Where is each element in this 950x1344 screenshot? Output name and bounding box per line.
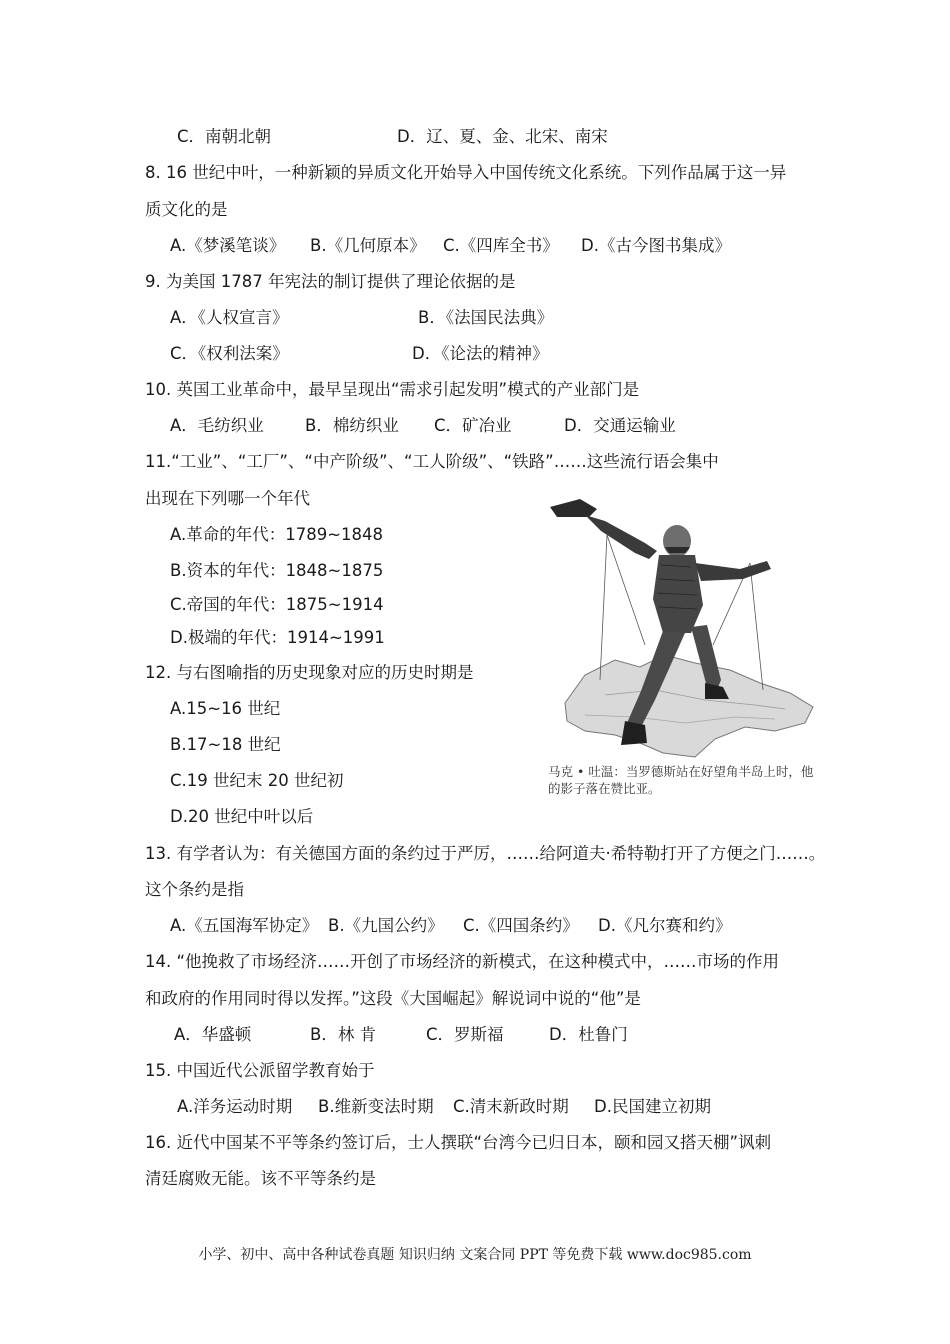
q14-option-b: B．林 肯 [310, 1025, 377, 1044]
rhodes-colossus-cartoon-image [545, 495, 820, 763]
q9-option-d: D．《论法的精神》 [412, 344, 549, 363]
q7-option-c: C．南朝北朝 [177, 127, 272, 146]
q13-option-c: C.《四国条约》 [463, 916, 579, 935]
q13-option-a: A.《五国海军协定》 [170, 916, 319, 935]
q10-option-d: D．交通运输业 [564, 416, 676, 435]
q15-option-d: D.民国建立初期 [594, 1097, 711, 1116]
q7-option-d: D．辽、夏、金、北宋、南宋 [397, 127, 608, 146]
q14-stem-line2: 和政府的作用同时得以发挥。”这段《大国崛起》解说词中说的“他”是 [145, 989, 641, 1008]
q11-stem-line1: 11.“工业”、“工厂”、“中产阶级”、“工人阶级”、“铁路”……这些流行语会集中 [145, 452, 719, 471]
q11-option-c: C.帝国的年代：1875~1914 [170, 595, 384, 614]
q10-option-a: A．毛纺织业 [170, 416, 264, 435]
q8-option-a: A.《梦溪笔谈》 [170, 236, 286, 255]
q8-option-d: D.《古今图书集成》 [581, 236, 731, 255]
q14-option-d: D．杜鲁门 [549, 1025, 628, 1044]
q12-stem: 12. 与右图喻指的历史现象对应的历史时期是 [145, 663, 474, 682]
q10-option-c: C．矿冶业 [434, 416, 512, 435]
q9-stem: 9. 为美国 1787 年宪法的制订提供了理论依据的是 [145, 272, 516, 291]
page-footer: 小学、初中、高中各种试卷真题 知识归纳 文案合同 PPT 等免费下载 www.doc985.com [198, 1247, 752, 1263]
q15-option-b: B.维新变法时期 [318, 1097, 434, 1116]
q12-option-d: D.20 世纪中叶以后 [170, 807, 314, 826]
q15-stem: 15. 中国近代公派留学教育始于 [145, 1061, 375, 1080]
q13-stem-line1: 13. 有学者认为：有关德国方面的条约过于严厉，……给阿道夫·希特勒打开了方便之门……。 [145, 844, 826, 863]
q16-stem-line2: 清廷腐败无能。该不平等条约是 [145, 1169, 376, 1188]
q12-option-a: A.15~16 世纪 [170, 699, 281, 718]
q14-option-a: A．华盛顿 [174, 1025, 252, 1044]
q8-stem-line2: 质文化的是 [145, 200, 228, 219]
q14-option-c: C．罗斯福 [426, 1025, 504, 1044]
q8-option-b: B.《几何原本》 [310, 236, 426, 255]
q11-stem-line2: 出现在下列哪一个年代 [145, 489, 310, 508]
q12-option-c: C.19 世纪末 20 世纪初 [170, 771, 344, 790]
q14-stem-line1: 14. “他挽救了市场经济……开创了市场经济的新模式，在这种模式中，……市场的作用 [145, 952, 780, 971]
q9-option-c: C．《权利法案》 [170, 344, 289, 363]
q10-option-b: B．棉纺织业 [305, 416, 399, 435]
q12-option-b: B.17~18 世纪 [170, 735, 281, 754]
q15-option-a: A.洋务运动时期 [177, 1097, 293, 1116]
figure-caption: 马克 • 吐温：当罗德斯站在好望角半岛上时，他的影子落在赞比亚。 [548, 764, 814, 796]
q11-option-a: A.革命的年代：1789~1848 [170, 525, 384, 544]
q13-option-b: B.《九国公约》 [328, 916, 444, 935]
q16-stem-line1: 16. 近代中国某不平等条约签订后，士人撰联“台湾今已归日本，颐和园又搭天棚”讽刺 [145, 1133, 772, 1152]
q8-option-c: C.《四库全书》 [443, 236, 559, 255]
q15-option-c: C.清末新政时期 [453, 1097, 569, 1116]
q8-stem-line1: 8. 16 世纪中叶，一种新颖的异质文化开始导入中国传统文化系统。下列作品属于这一异 [145, 163, 787, 182]
q11-option-d: D.极端的年代：1914~1991 [170, 628, 385, 647]
q9-option-b: B．《法国民法典》 [418, 308, 554, 327]
q13-stem-line2: 这个条约是指 [145, 880, 244, 899]
q9-option-a: A．《人权宣言》 [170, 308, 289, 327]
q13-option-d: D.《凡尔赛和约》 [598, 916, 732, 935]
q10-stem: 10. 英国工业革命中，最早呈现出“需求引起发明”模式的产业部门是 [145, 380, 640, 399]
q11-option-b: B.资本的年代：1848~1875 [170, 561, 384, 580]
